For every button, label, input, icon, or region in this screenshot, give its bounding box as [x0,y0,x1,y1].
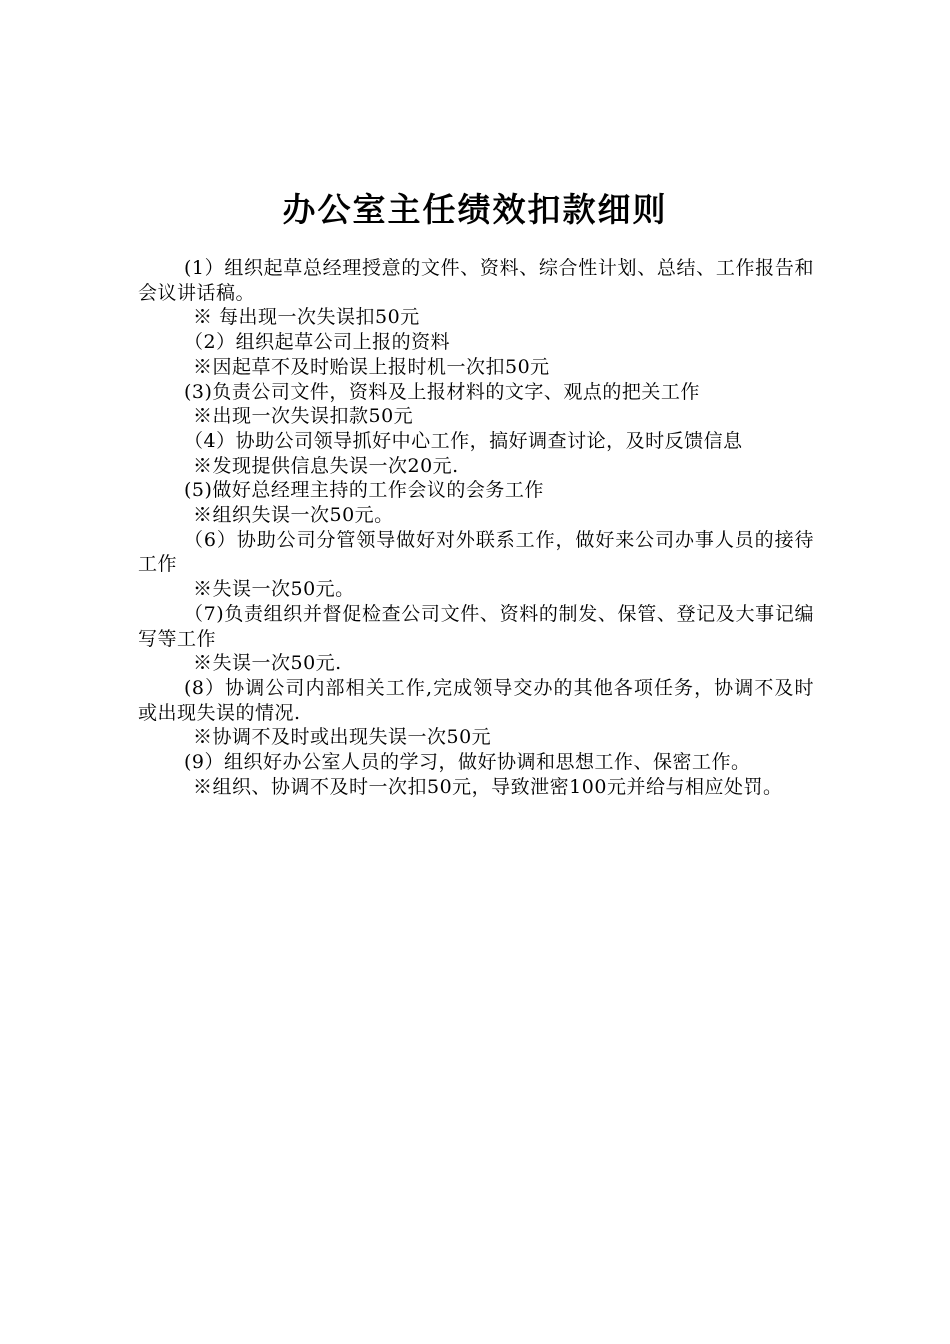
item-7: （7)负责组织并督促检查公司文件、资料的制发、保管、登记及大事记编写等工作 [138,602,814,650]
item-5: (5)做好总经理主持的工作会议的会务工作 [184,479,544,502]
note-7: ※失误一次50元. [193,652,342,675]
note-1: ※ 每出现一次失误扣50元 [193,306,420,329]
item-9: (9）组织好办公室人员的学习，做好协调和思想工作、保密工作。 [184,751,751,774]
item-6: （6）协助公司分管领导做好对外联系工作，做好来公司办事人员的接待工作 [138,528,814,576]
item-2: （2）组织起草公司上报的资料 [184,331,451,354]
note-3: ※出现一次失误扣款50元 [193,405,414,428]
item-1: (1）组织起草总经理授意的文件、资料、综合性计划、总结、工作报告和会议讲话稿。 [138,257,814,304]
note-9: ※组织、协调不及时一次扣50元，导致泄密100元并给与相应处罚。 [193,775,783,798]
note-5: ※组织失误一次50元。 [193,504,394,527]
page-title: 办公室主任绩效扣款细则 [282,190,668,229]
note-6: ※失误一次50元。 [193,578,355,601]
note-4: ※发现提供信息失误一次20元. [193,454,459,477]
item-8: (8）协调公司内部相关工作,完成领导交办的其他各项任务，协调不及时或出现失误的情况. [138,676,814,724]
note-8: ※协调不及时或出现失误一次50元 [193,726,492,749]
item-4: （4）协助公司领导抓好中心工作，搞好调查讨论，及时反馈信息 [184,429,743,452]
note-2: ※因起草不及时贻误上报时机一次扣50元 [193,355,550,378]
item-3: (3)负责公司文件，资料及上报材料的文字、观点的把关工作 [184,380,700,403]
document-body [138,256,814,799]
